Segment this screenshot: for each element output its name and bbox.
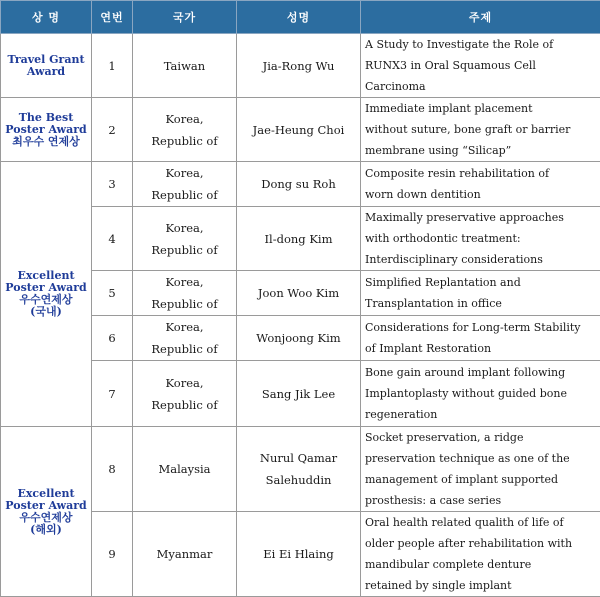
award-name-line: Travel Grant bbox=[3, 54, 89, 66]
table-body bbox=[1, 34, 600, 597]
award-name-line: Poster Award bbox=[3, 282, 89, 294]
award-name-line: Excellent bbox=[3, 488, 89, 500]
award-name-line: 우수연제상 bbox=[3, 512, 89, 524]
country-cell: Korea, Republic of bbox=[133, 98, 237, 162]
header-number: 연번 bbox=[92, 1, 133, 34]
country-cell: Taiwan bbox=[133, 34, 237, 98]
name-cell: Nurul Qamar Salehuddin bbox=[237, 427, 361, 512]
topic-cell: Socket preservation, a ridge preservation technique as one of the management of implant supported prosthesis: a case series bbox=[361, 427, 600, 512]
number-cell: 2 bbox=[92, 98, 133, 162]
award-cell bbox=[1, 427, 92, 597]
number-cell: 4 bbox=[92, 207, 133, 271]
topic-cell: Simplified Replantation and Transplantation in office bbox=[361, 271, 600, 316]
topic-cell: Oral health related qualith of life of older people after rehabilitation with mandibular complete denture retained by single implant bbox=[361, 512, 600, 597]
number-cell: 8 bbox=[92, 427, 133, 512]
name-cell: Sang Jik Lee bbox=[237, 361, 361, 427]
number-cell: 5 bbox=[92, 271, 133, 316]
award-name-line: Excellent bbox=[3, 270, 89, 282]
table-row bbox=[1, 98, 600, 162]
name-cell: Jae-Heung Choi bbox=[237, 98, 361, 162]
name-cell: Joon Woo Kim bbox=[237, 271, 361, 316]
topic-cell: Maximally preservative approaches with orthodontic treatment: Interdisciplinary considerations bbox=[361, 207, 600, 271]
name-cell: Wonjoong Kim bbox=[237, 316, 361, 361]
header-name: 성명 bbox=[237, 1, 361, 34]
award-name-line: 최우수 연제상 bbox=[3, 136, 89, 148]
award-name-line: The Best bbox=[3, 112, 89, 124]
header-country: 국가 bbox=[133, 1, 237, 34]
number-cell: 3 bbox=[92, 162, 133, 207]
award-name-line: Poster Award bbox=[3, 124, 89, 136]
topic-cell: A Study to Investigate the Role of RUNX3 in Oral Squamous Cell Carcinoma bbox=[361, 34, 600, 98]
award-cell bbox=[1, 162, 92, 427]
table-row bbox=[1, 162, 600, 207]
number-cell: 7 bbox=[92, 361, 133, 427]
name-cell: Il-dong Kim bbox=[237, 207, 361, 271]
number-cell: 9 bbox=[92, 512, 133, 597]
award-name-line: (국내) bbox=[3, 306, 89, 318]
award-cell bbox=[1, 34, 92, 98]
table-header bbox=[1, 1, 600, 34]
name-cell: Ei Ei Hlaing bbox=[237, 512, 361, 597]
header-row bbox=[1, 1, 600, 34]
country-cell: Korea, Republic of bbox=[133, 361, 237, 427]
award-name-line: Poster Award bbox=[3, 500, 89, 512]
header-topic: 주제 bbox=[361, 1, 600, 34]
topic-cell: Bone gain around implant following Implantoplasty without guided bone regeneration bbox=[361, 361, 600, 427]
award-name-line: Award bbox=[3, 66, 89, 78]
topic-cell: Immediate implant placement without suture, bone graft or barrier membrane using “Silicap” bbox=[361, 98, 600, 162]
country-cell: Korea, Republic of bbox=[133, 162, 237, 207]
name-cell: Dong su Roh bbox=[237, 162, 361, 207]
name-cell: Jia-Rong Wu bbox=[237, 34, 361, 98]
country-cell: Korea, Republic of bbox=[133, 207, 237, 271]
award-name-line: (해외) bbox=[3, 524, 89, 536]
country-cell: Myanmar bbox=[133, 512, 237, 597]
topic-cell: Composite resin rehabilitation of worn down dentition bbox=[361, 162, 600, 207]
award-cell bbox=[1, 98, 92, 162]
country-cell: Korea, Republic of bbox=[133, 316, 237, 361]
topic-cell: Considerations for Long-term Stability of Implant Restoration bbox=[361, 316, 600, 361]
table-row bbox=[1, 34, 600, 98]
number-cell: 6 bbox=[92, 316, 133, 361]
header-award: 상 명 bbox=[1, 1, 92, 34]
country-cell: Korea, Republic of bbox=[133, 271, 237, 316]
number-cell: 1 bbox=[92, 34, 133, 98]
table-row bbox=[1, 427, 600, 512]
country-cell: Malaysia bbox=[133, 427, 237, 512]
award-name-line: 우수연제상 bbox=[3, 294, 89, 306]
